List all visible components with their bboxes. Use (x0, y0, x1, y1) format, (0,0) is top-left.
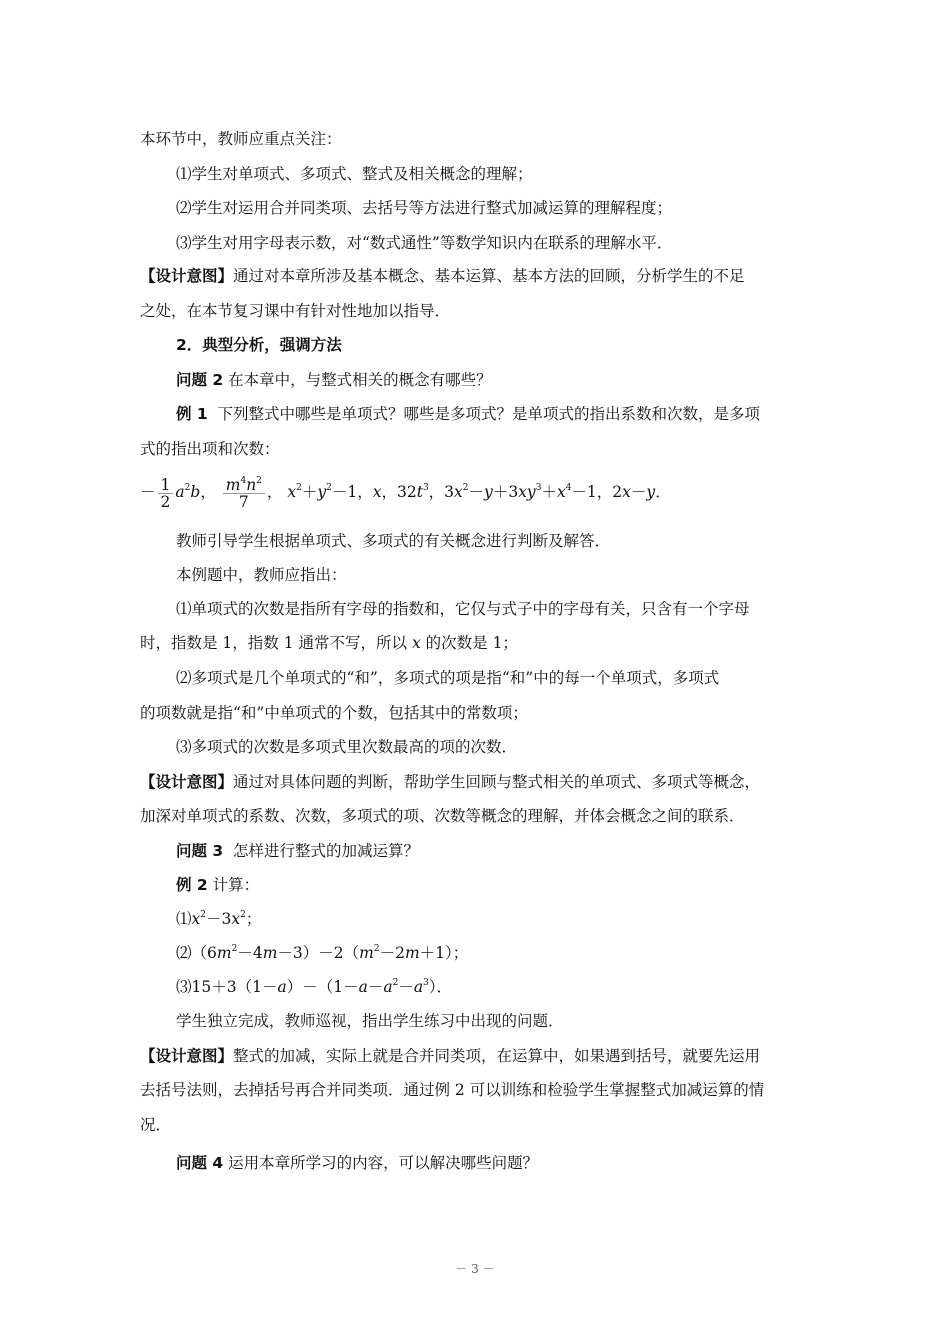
design-intent-1: 【设计意图】通过对本章所涉及基本概念、基本运算、基本方法的回顾，分析学生的不足 (140, 267, 745, 285)
expression-list: － $\frac{1}{2}$ $a^2b$， $\frac{m^4n^2}{7}$ ， $x^2+y^2-1$，x，$32t^3$，$3x^2-y+3xy^3+x^4-1$，2x－y． (140, 475, 671, 511)
design-intent-2: 【设计意图】通过对具体问题的判断，帮助学生回顾与整式相关的单项式、多项式等概念， (140, 773, 761, 791)
exercise-1: $⑴x^2-3x^2$； (176, 910, 262, 928)
design-intent-label: 【设计意图】 (140, 267, 234, 285)
exercise-3: $⑶15+3(1-a)-(1-a-a^2-a^3)$． (176, 978, 453, 996)
example-2: 例 2 计算： (176, 876, 260, 894)
design-intent-2-cont: 加深对单项式的系数、次数，多项式的项、次数等概念的理解，并体会概念之间的联系． (140, 807, 745, 825)
fraction-half: $\frac{1}{2}$ (158, 477, 174, 510)
point-2: ⑵多项式是几个单项式的“和”，多项式的项是指“和”中的每一个单项式，多项式 (176, 669, 720, 687)
student-work: 学生独立完成，教师巡视，指出学生练习中出现的问题． (176, 1012, 564, 1030)
example-1: 例 1 下列整式中哪些是单项式？哪些是多项式？是单项式的指出系数和次数，是多项 (176, 405, 761, 423)
design-intent-3: 【设计意图】整式的加减，实际上就是合并同类项，在运算中，如果遇到括号，就要先运用 (140, 1047, 761, 1065)
section-2-heading: 2．典型分析，强调方法 (176, 336, 342, 354)
focus-item-3: ⑶学生对用字母表示数，对“数式通性”等数学知识内在联系的理解水平． (176, 234, 673, 252)
point-3: ⑶多项式的次数是多项式里次数最高的项的次数． (176, 738, 518, 756)
question-4: 问题 4 运用本章所学习的内容，可以解决哪些问题？ (176, 1154, 539, 1172)
focus-item-1: ⑴学生对单项式、多项式、整式及相关概念的理解； (176, 165, 533, 183)
point-1-cont: 时，指数是 1，指数 1 通常不写，所以 x 的次数是 1； (140, 634, 518, 652)
point-out: 本例题中，教师应指出： (176, 566, 347, 584)
intro-text: 本环节中，教师应重点关注： (140, 130, 342, 148)
question-2: 问题 2 在本章中，与整式相关的概念有哪些？ (176, 371, 492, 389)
question-3: 问题 3 怎样进行整式的加减运算？ (176, 842, 420, 860)
design-intent-1-cont: 之处，在本节复习课中有针对性地加以指导． (140, 302, 451, 320)
example-1-cont: 式的指出项和次数： (140, 440, 280, 458)
exercise-2: $⑵(6m^2-4m-3)-2(m^2-2m+1)$； (176, 944, 469, 962)
design-intent-3-cont: 去括号法则，去掉括号再合并同类项．通过例 2 可以训练和检验学生掌握整式加减运算的情 (140, 1081, 765, 1099)
focus-item-2: ⑵学生对运用合并同类项、去括号等方法进行整式加减运算的理解程度； (176, 199, 673, 217)
point-1: ⑴单项式的次数是指所有字母的指数和，它仅与式子中的字母有关，只含有一个字母 (176, 600, 750, 618)
design-intent-3-end: 况． (140, 1116, 172, 1134)
page-number: － 3 － (455, 1262, 495, 1276)
fraction-m4n2-over-7: $\frac{m^4n^2}{7}$ (223, 477, 265, 510)
teacher-guide: 教师引导学生根据单项式、多项式的有关概念进行判断及解答． (176, 532, 611, 550)
point-2-cont: 的项数就是指“和”中单项式的个数，包括其中的常数项； (140, 704, 528, 722)
